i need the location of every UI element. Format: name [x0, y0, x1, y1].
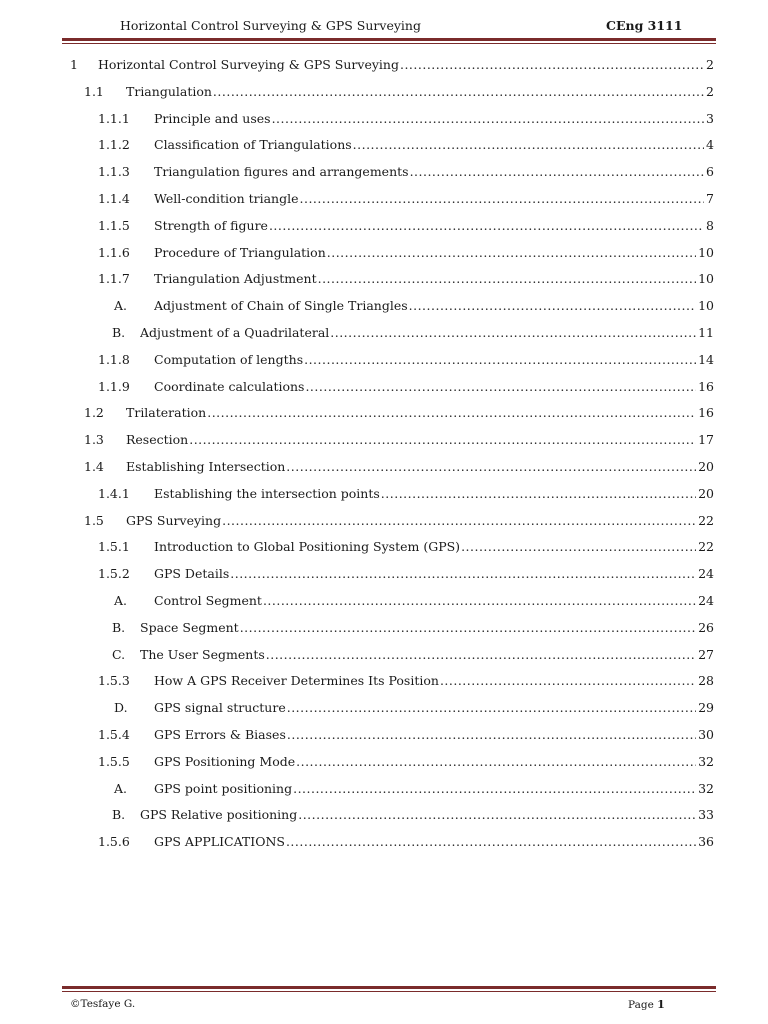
toc-entry-title: Triangulation figures and arrangements [154, 164, 409, 180]
toc-entry-leader [154, 483, 696, 505]
toc-entry[interactable] [84, 81, 714, 103]
toc-entry-number: 1 [70, 57, 78, 72]
toc-entry-page: 6 [706, 164, 714, 180]
toc-entry-page: 36 [698, 834, 714, 850]
toc-entry-leader [154, 724, 696, 746]
toc-entry-title: Control Segment [154, 593, 262, 608]
toc-entry-title: GPS Surveying [126, 512, 222, 528]
toc-entry[interactable] [84, 429, 714, 451]
toc-entry[interactable] [112, 804, 714, 826]
toc-entry-title: Establishing Intersection [126, 459, 286, 474]
toc-entry-number: 1.1.3 [98, 164, 130, 180]
toc-entry[interactable] [98, 724, 714, 746]
toc-entry-title: Procedure of Triangulation [154, 244, 326, 260]
page-footer [0, 986, 768, 1016]
toc-entry-leader [126, 456, 696, 478]
toc-entry-title: Computation of lengths [154, 351, 304, 367]
toc-entry-number: B. [112, 619, 126, 635]
toc-entry-title: Adjustment of Chain of Single Triangles [154, 298, 408, 314]
toc-entry-leader [126, 510, 696, 532]
toc-dot-leader [222, 510, 696, 532]
toc-entry-number: 1.1.6 [98, 244, 130, 260]
course-code: CEng 3111 [606, 18, 683, 33]
toc-dot-leader [189, 429, 696, 451]
toc-entry-number: 1.1 [84, 83, 104, 99]
toc-entry-title: Principle and uses [154, 110, 271, 126]
toc-dot-leader [330, 322, 696, 344]
toc-entry-title: GPS APPLICATIONS [154, 834, 285, 850]
footer-page-label: Page [628, 999, 654, 1011]
toc-entry-page: 30 [698, 727, 714, 742]
toc-entry-page: 3 [706, 110, 714, 126]
toc-dot-leader [381, 483, 696, 505]
toc-entry-title: How A GPS Receiver Determines Its Position [154, 673, 439, 689]
toc-entry-leader [140, 804, 696, 826]
toc-dot-leader [287, 724, 696, 746]
toc-entry[interactable] [114, 295, 714, 317]
toc-entry-leader [154, 376, 696, 398]
toc-entry[interactable] [98, 563, 714, 585]
toc-entry-number: 1.5 [84, 512, 104, 528]
toc-dot-leader [298, 804, 696, 826]
toc-entry-number: 1.1.2 [98, 137, 130, 153]
toc-entry[interactable] [98, 536, 714, 558]
toc-entry-page: 4 [706, 137, 714, 153]
toc-entry-leader [126, 81, 704, 103]
toc-dot-leader [230, 563, 696, 585]
toc-entry[interactable] [98, 483, 714, 505]
header-title: Horizontal Control Surveying & GPS Surveying [120, 18, 421, 33]
toc-entry-number: 1.4.1 [98, 485, 130, 501]
toc-dot-leader [318, 268, 696, 290]
toc-entry-number: A. [114, 593, 128, 608]
toc-entry-title: Introduction to Global Positioning System (GPS) [154, 539, 461, 555]
toc-entry-number: 1.5.6 [98, 834, 130, 850]
toc-dot-leader [300, 188, 705, 210]
toc-entry[interactable] [84, 402, 714, 424]
toc-entry[interactable] [114, 778, 714, 800]
toc-entry[interactable] [98, 188, 714, 210]
toc-entry[interactable] [98, 831, 714, 853]
toc-entry-page: 2 [706, 83, 714, 99]
toc-entry-number: 1.5.5 [98, 753, 130, 769]
toc-entry-page: 22 [698, 512, 714, 528]
toc-dot-leader [409, 295, 696, 317]
toc-entry-number: B. [112, 325, 126, 340]
toc-dot-leader [266, 644, 696, 666]
toc-entry-title: Trilateration [126, 405, 207, 421]
toc-entry-leader [154, 563, 696, 585]
toc-entry[interactable] [98, 215, 714, 237]
toc-entry[interactable] [112, 617, 714, 639]
toc-entry-page: 20 [698, 485, 714, 501]
toc-entry-number: 1.1.9 [98, 378, 130, 394]
toc-entry-title: GPS Errors & Biases [154, 727, 286, 742]
toc-entry-page: 24 [698, 566, 714, 582]
toc-entry-leader [154, 161, 704, 183]
toc-entry-number: 1.4 [84, 459, 104, 474]
toc-entry-title: Horizontal Control Surveying & GPS Surveying [98, 57, 399, 72]
toc-entry-leader [154, 215, 704, 237]
toc-dot-leader [269, 215, 704, 237]
toc-entry-number: 1.3 [84, 432, 104, 448]
toc-entry-page: 24 [698, 593, 714, 608]
toc-dot-leader [305, 376, 696, 398]
toc-entry-leader [154, 295, 696, 317]
toc-entry[interactable] [98, 376, 714, 398]
toc-entry-number: 1.5.3 [98, 673, 130, 689]
toc-entry-title: Coordinate calculations [154, 378, 305, 394]
toc-entry-page: 14 [698, 351, 714, 367]
toc-entry-page: 28 [698, 673, 714, 689]
toc-entry-number: D. [114, 700, 128, 716]
toc-entry-number: 1.1.8 [98, 351, 130, 367]
toc-entry[interactable] [98, 108, 714, 130]
toc-entry-page: 10 [698, 271, 714, 287]
toc-entry-page: 10 [698, 298, 714, 314]
toc-entry-page: 11 [698, 325, 714, 340]
toc-entry-page: 32 [698, 780, 714, 796]
toc-entry-leader [154, 268, 696, 290]
toc-entry-page: 2 [706, 57, 714, 72]
toc-entry-leader [140, 617, 696, 639]
toc-entry[interactable] [84, 510, 714, 532]
footer-page [628, 998, 665, 1011]
toc-entry[interactable] [98, 134, 714, 156]
toc-dot-leader [304, 349, 696, 371]
toc-entry[interactable] [112, 644, 714, 666]
footer-rule [62, 986, 716, 989]
toc-dot-leader [353, 134, 704, 156]
toc-entry-number: 1.5.2 [98, 566, 130, 582]
toc-entry-page: 16 [698, 405, 714, 421]
toc-dot-leader [207, 402, 696, 424]
toc-entry[interactable] [98, 670, 714, 692]
toc-entry-leader [154, 242, 696, 264]
toc-entry-title: Triangulation [126, 83, 212, 99]
footer-page-number: 1 [657, 998, 665, 1011]
toc-entry[interactable] [98, 242, 714, 264]
toc-entry-number: 1.1.1 [98, 110, 130, 126]
toc-entry-number: 1.5.4 [98, 727, 130, 742]
toc-entry-leader [154, 778, 696, 800]
toc-entry-number: 1.2 [84, 405, 104, 421]
toc-dot-leader [213, 81, 704, 103]
header-rule-thin [62, 43, 716, 44]
toc-entry-page: 26 [698, 619, 714, 635]
toc-entry[interactable] [114, 590, 714, 612]
toc-dot-leader [286, 831, 696, 853]
toc-entry-leader [126, 429, 696, 451]
toc-entry-page: 10 [698, 244, 714, 260]
toc-entry-title: GPS signal structure [154, 700, 286, 716]
toc-entry-leader [140, 644, 696, 666]
toc-entry-number: A. [114, 780, 128, 796]
toc-entry-leader [154, 670, 696, 692]
toc-dot-leader [286, 456, 696, 478]
toc-entry-page: 32 [698, 753, 714, 769]
toc-entry[interactable] [98, 751, 714, 773]
toc-entry[interactable] [84, 456, 714, 478]
toc-entry-leader [154, 697, 696, 719]
toc-entry[interactable] [98, 268, 714, 290]
toc-entry-page: 7 [706, 191, 714, 206]
toc-entry-number: 1.1.7 [98, 271, 130, 287]
toc-entry-title: GPS point positioning [154, 780, 293, 796]
toc-dot-leader [296, 751, 696, 773]
footer-rule-thin [62, 991, 716, 992]
footer-author: ©Tesfaye G. [70, 998, 136, 1010]
toc-entry-number: B. [112, 807, 126, 823]
toc-entry-page: 16 [698, 378, 714, 394]
toc-entry-number: 1.1.5 [98, 217, 130, 233]
toc-entry-leader [154, 134, 704, 156]
toc-entry-leader [154, 349, 696, 371]
toc-entry-leader [154, 108, 704, 130]
toc-dot-leader [263, 590, 696, 612]
toc-entry-title: GPS Details [154, 566, 230, 582]
toc-entry-leader [140, 322, 696, 344]
toc-entry-number: C. [112, 646, 126, 662]
toc-dot-leader [327, 242, 696, 264]
toc-entry-title: Well-condition triangle [154, 191, 299, 206]
toc-entry-leader [154, 590, 696, 612]
toc-dot-leader [410, 161, 704, 183]
toc-dot-leader [400, 54, 704, 76]
toc-dot-leader [461, 536, 696, 558]
toc-entry[interactable] [114, 697, 714, 719]
toc-entry-title: Classification of Triangulations [154, 137, 352, 153]
toc-dot-leader [440, 670, 696, 692]
toc-entry-title: Triangulation Adjustment [154, 271, 317, 287]
toc-entry-title: Space Segment [140, 619, 239, 635]
toc-entry-title: The User Segments [140, 646, 265, 662]
toc-entry-leader [98, 54, 704, 76]
toc-entry-title: Establishing the intersection points [154, 485, 380, 501]
header-rule [62, 38, 716, 41]
toc-entry-page: 33 [698, 807, 714, 823]
toc-dot-leader [272, 108, 704, 130]
toc-entry-title: GPS Relative positioning [140, 807, 298, 823]
toc-entry-page: 29 [698, 700, 714, 716]
toc-entry[interactable] [112, 322, 714, 344]
toc-entry-page: 20 [698, 459, 714, 474]
toc-entry[interactable] [98, 161, 714, 183]
toc-entry-page: 22 [698, 539, 714, 555]
toc-entry-leader [126, 402, 696, 424]
toc-entry-leader [154, 188, 704, 210]
toc-entry-page: 8 [706, 217, 714, 233]
toc-entry-title: Resection [126, 432, 189, 448]
toc-entry-page: 27 [698, 646, 714, 662]
toc-entry-number: A. [114, 298, 128, 314]
toc-dot-leader [293, 778, 696, 800]
toc-entry[interactable] [98, 349, 714, 371]
toc-entry[interactable] [70, 54, 714, 76]
toc-entry-leader [154, 536, 696, 558]
toc-dot-leader [240, 617, 696, 639]
toc-entry-title: Adjustment of a Quadrilateral [140, 325, 330, 340]
toc-entry-leader [154, 831, 696, 853]
toc-entry-title: Strength of figure [154, 217, 268, 233]
toc-entry-page: 17 [698, 432, 714, 448]
toc-entry-leader [154, 751, 696, 773]
toc-entry-number: 1.5.1 [98, 539, 130, 555]
toc-dot-leader [287, 697, 696, 719]
page-header [0, 18, 768, 38]
toc-entry-title: GPS Positioning Mode [154, 753, 296, 769]
toc-entry-number: 1.1.4 [98, 191, 130, 206]
